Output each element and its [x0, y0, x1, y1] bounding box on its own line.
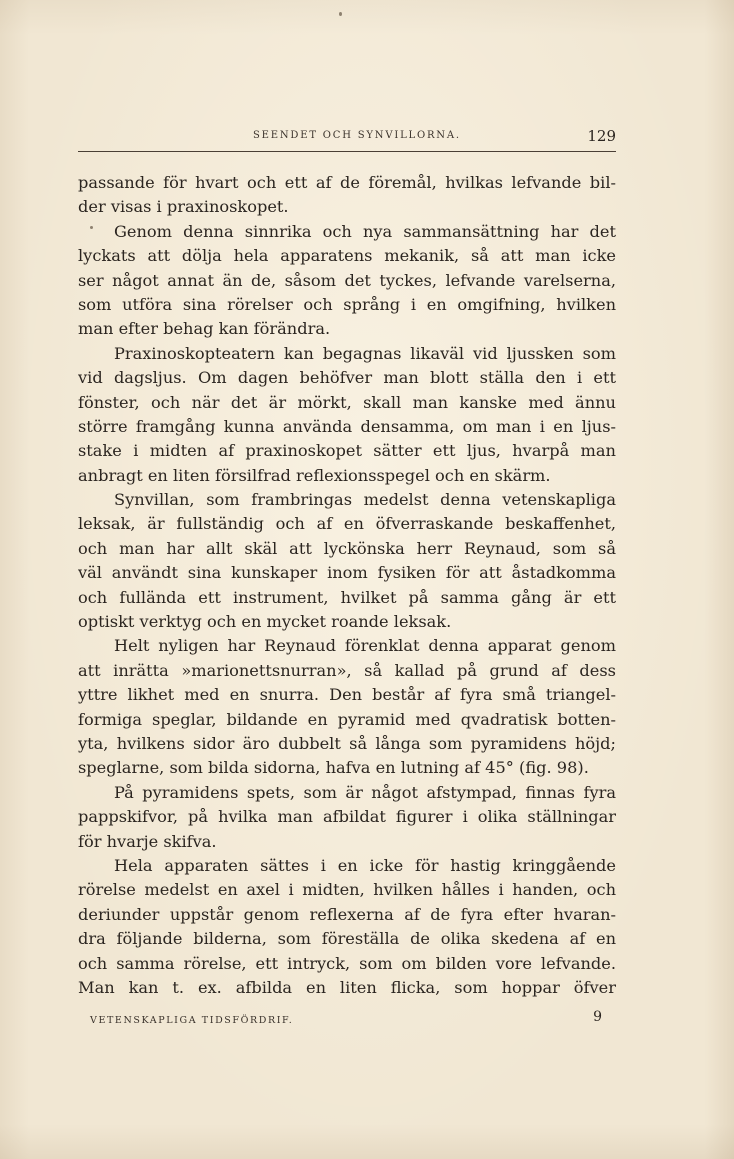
printer-signature: VETENSKAPLIGA TIDSFÖRDRIF.	[90, 1015, 294, 1026]
ink-speck	[339, 12, 342, 16]
body-text	[78, 171, 616, 1000]
text-line: Man kan t. ex. afbilda en liten flicka, som hoppar öfver	[78, 977, 616, 997]
paragraph	[78, 634, 616, 780]
text-line: fönster, och när det är mörkt, skall man kanske med ännu	[78, 392, 616, 412]
text-line: som utföra sina rörelser och språng i en omgifning, hvilken	[78, 294, 616, 314]
text-line: att inrätta »marionettsnurran», så kallad på grund af dess	[78, 660, 616, 680]
text-line: anbragt en liten försilfrad reflexionsspegel och en skärm.	[78, 465, 551, 485]
text-line: rörelse medelst en axel i midten, hvilken hålles i handen, och	[78, 880, 616, 900]
text-line: större framgång kunna använda densamma, om man i en ljus-	[78, 416, 616, 436]
text-line: optiskt verktyg och en mycket roande leksak.	[78, 612, 452, 632]
page-number: 129	[587, 127, 616, 145]
text-line: speglarne, som bilda sidorna, hafva en lutning af 45° (fig. 98).	[78, 758, 589, 778]
page-footer	[90, 1009, 610, 1031]
text-line: Synvillan, som frambringas medelst denna vetenskapliga	[114, 490, 616, 510]
text-line: vid dagsljus. Om dagen behöfver man blott ställa den i ett	[78, 368, 616, 388]
text-line: Praxinoskopteatern kan begagnas likaväl vid ljussken som	[114, 343, 616, 363]
paragraph	[78, 220, 616, 342]
running-title: SEENDET OCH SYNVILLORNA.	[253, 130, 461, 141]
text-line: leksak, är fullständig och af en öfverraskande beskaffenhet,	[78, 514, 616, 534]
text-line: pappskifvor, på hvilka man afbildat figurer i olika ställningar	[78, 807, 616, 827]
text-line: der visas i praxinoskopet.	[78, 197, 289, 217]
paragraph	[78, 342, 616, 488]
text-line: formiga speglar, bildande en pyramid med qvadratisk botten-	[78, 709, 616, 729]
text-line: Helt nyligen har Reynaud förenklat denna apparat genom	[114, 636, 616, 656]
paragraph	[78, 781, 616, 854]
text-line: yta, hvilkens sidor äro dubbelt så långa som pyramidens höjd;	[78, 733, 616, 753]
text-line: för hvarje skifva.	[78, 831, 217, 851]
signature-mark: 9	[593, 1009, 602, 1025]
text-line: dra följande bilderna, som föreställa de olika skedena af en	[78, 929, 616, 949]
paragraph	[78, 854, 616, 1000]
text-line: Hela apparaten sättes i en icke för hastig kringgående	[114, 855, 616, 875]
text-line: lyckats att dölja hela apparatens mekanik, så att man icke	[78, 246, 616, 266]
text-line: Genom denna sinnrika och nya sammansättning har det	[114, 221, 616, 241]
text-line: och man har allt skäl att lyckönska herr Reynaud, som så	[78, 538, 616, 558]
text-line: och fullända ett instrument, hvilket på samma gång är ett	[78, 587, 616, 607]
running-head	[78, 125, 616, 152]
text-line: På pyramidens spets, som är något afstympad, finnas fyra	[114, 782, 616, 802]
paragraph	[78, 171, 616, 220]
paragraph	[78, 488, 616, 634]
text-line: ser något annat än de, såsom det tyckes, lefvande varelserna,	[78, 270, 616, 290]
text-line: väl användt sina kunskaper inom fysiken för att åstadkomma	[78, 563, 616, 583]
text-line: yttre likhet med en snurra. Den består af fyra små triangel-	[78, 685, 616, 705]
text-line: och samma rörelse, ett intryck, som om bilden vore lefvande.	[78, 953, 616, 973]
text-line: passande för hvart och ett af de föremål, hvilkas lefvande bil-	[78, 173, 616, 192]
text-line: deriunder uppstår genom reflexerna af de fyra efter hvaran-	[78, 904, 616, 924]
text-line: man efter behag kan förändra.	[78, 319, 331, 339]
text-line: stake i midten af praxinoskopet sätter ett ljus, hvarpå man	[78, 441, 616, 461]
